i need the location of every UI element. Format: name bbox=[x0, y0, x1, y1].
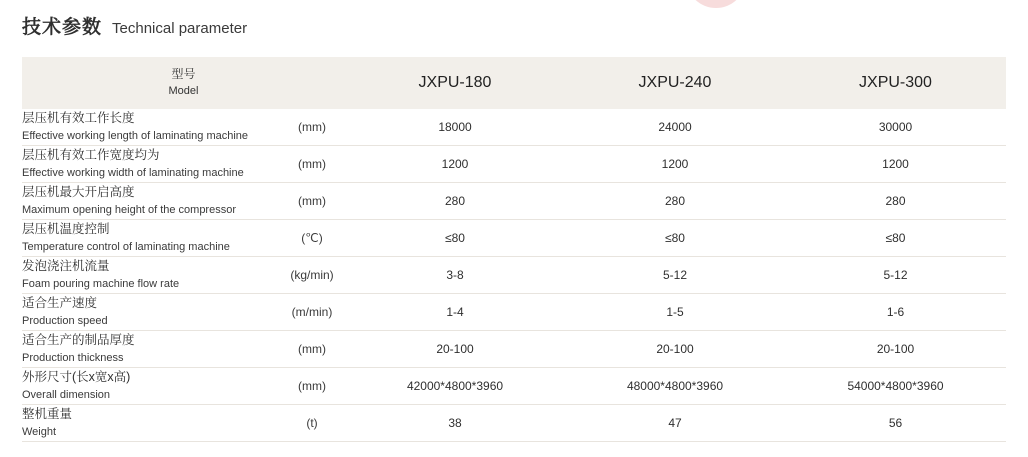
table-row bbox=[22, 146, 1006, 183]
row-value-1: 48000*4800*3960 bbox=[626, 379, 724, 393]
row-label-cn: 层压机最大开启高度 bbox=[22, 185, 135, 200]
row-label-en: Weight bbox=[22, 426, 57, 439]
row-label bbox=[22, 368, 279, 405]
row-label-en: Production thickness bbox=[22, 352, 124, 365]
row-label-en: Maximum opening height of the compressor bbox=[22, 204, 236, 217]
row-value-0: 1200 bbox=[441, 157, 469, 171]
row-label bbox=[22, 220, 279, 257]
row-unit: (mm) bbox=[298, 194, 326, 208]
row-value-2: 280 bbox=[885, 194, 906, 208]
row-value-0: 42000*4800*3960 bbox=[406, 379, 504, 393]
row-label bbox=[22, 294, 279, 331]
row-value-0: 20-100 bbox=[436, 342, 474, 356]
row-label bbox=[22, 183, 279, 220]
row-label-cn: 整机重量 bbox=[22, 407, 73, 422]
model-header-cell bbox=[22, 57, 345, 109]
table-row bbox=[22, 405, 1006, 442]
row-value-2: 20-100 bbox=[876, 342, 915, 356]
model-header-cn: 型号 bbox=[171, 67, 196, 82]
row-unit: (℃) bbox=[301, 231, 323, 245]
row-value-2: ≤80 bbox=[885, 231, 906, 245]
row-label bbox=[22, 146, 279, 183]
row-unit: (mm) bbox=[298, 342, 326, 356]
row-unit: (t) bbox=[306, 416, 318, 430]
row-unit: (kg/min) bbox=[290, 268, 334, 282]
row-label-cn: 适合生产速度 bbox=[22, 296, 98, 311]
row-value-1: 47 bbox=[668, 416, 682, 430]
row-unit: (mm) bbox=[298, 120, 326, 134]
row-label-en: Effective working width of laminating machine bbox=[22, 167, 244, 180]
decorative-blob bbox=[686, 0, 746, 8]
row-value-0: 280 bbox=[444, 194, 466, 208]
row-value-2: 54000*4800*3960 bbox=[847, 379, 944, 393]
row-value-0: 38 bbox=[448, 416, 462, 430]
row-value-2: 56 bbox=[888, 416, 903, 430]
row-value-2: 1-6 bbox=[886, 305, 905, 319]
row-value-0: 18000 bbox=[438, 120, 472, 134]
table-row bbox=[22, 294, 1006, 331]
row-label-cn: 层压机有效工作宽度均为 bbox=[22, 148, 160, 163]
row-value-1: 280 bbox=[664, 194, 686, 208]
row-value-1: ≤80 bbox=[665, 231, 685, 245]
row-label-cn: 外形尺寸(长x宽x高) bbox=[22, 370, 131, 385]
row-label bbox=[22, 109, 279, 146]
page-title bbox=[22, 12, 247, 39]
row-label-en: Foam pouring machine flow rate bbox=[22, 278, 180, 291]
table-row bbox=[22, 331, 1006, 368]
table-row bbox=[22, 257, 1006, 294]
table-row bbox=[22, 368, 1006, 405]
row-label-en: Production speed bbox=[22, 315, 108, 328]
model-header-en: Model bbox=[168, 84, 199, 97]
spec-table bbox=[22, 57, 1006, 442]
row-value-1: 5-12 bbox=[662, 268, 688, 282]
row-label-cn: 适合生产的制品厚度 bbox=[22, 333, 135, 348]
row-label-cn: 层压机温度控制 bbox=[22, 222, 110, 237]
row-value-1: 1200 bbox=[661, 157, 689, 171]
row-value-0: 3-8 bbox=[446, 268, 464, 282]
row-label-en: Temperature control of laminating machine bbox=[22, 241, 230, 254]
row-value-0: ≤80 bbox=[445, 231, 465, 245]
page-title-cn: 技术参数 bbox=[22, 17, 103, 38]
row-value-0: 1-4 bbox=[446, 305, 464, 319]
column-header-2: JXPU-300 bbox=[785, 57, 1006, 109]
row-value-1: 20-100 bbox=[656, 342, 694, 356]
row-value-2: 5-12 bbox=[883, 268, 908, 282]
row-label-cn: 层压机有效工作长度 bbox=[22, 111, 135, 126]
row-label bbox=[22, 405, 279, 442]
model-header bbox=[22, 66, 345, 99]
row-unit: (mm) bbox=[298, 379, 326, 393]
row-unit: (mm) bbox=[298, 157, 326, 171]
table-row bbox=[22, 183, 1006, 220]
row-value-1: 24000 bbox=[658, 120, 692, 134]
table-row bbox=[22, 220, 1006, 257]
row-label bbox=[22, 257, 279, 294]
row-value-1: 1-5 bbox=[666, 305, 684, 319]
column-header-0: JXPU-180 bbox=[345, 57, 565, 109]
column-header-1: JXPU-240 bbox=[565, 57, 785, 109]
page-title-en: Technical parameter bbox=[112, 20, 248, 37]
row-label-en: Overall dimension bbox=[22, 389, 111, 402]
row-value-2: 1200 bbox=[882, 157, 909, 171]
table-body bbox=[22, 109, 1006, 442]
row-label-en: Effective working length of laminating machine bbox=[22, 130, 249, 143]
table-row bbox=[22, 109, 1006, 146]
table-header-row bbox=[22, 57, 1006, 109]
row-value-2: 30000 bbox=[878, 120, 913, 134]
table-head bbox=[22, 57, 1006, 109]
row-label-cn: 发泡浇注机流量 bbox=[22, 259, 110, 274]
row-label bbox=[22, 331, 279, 368]
spec-table-wrapper bbox=[22, 57, 1006, 442]
row-unit: (m/min) bbox=[291, 305, 333, 319]
